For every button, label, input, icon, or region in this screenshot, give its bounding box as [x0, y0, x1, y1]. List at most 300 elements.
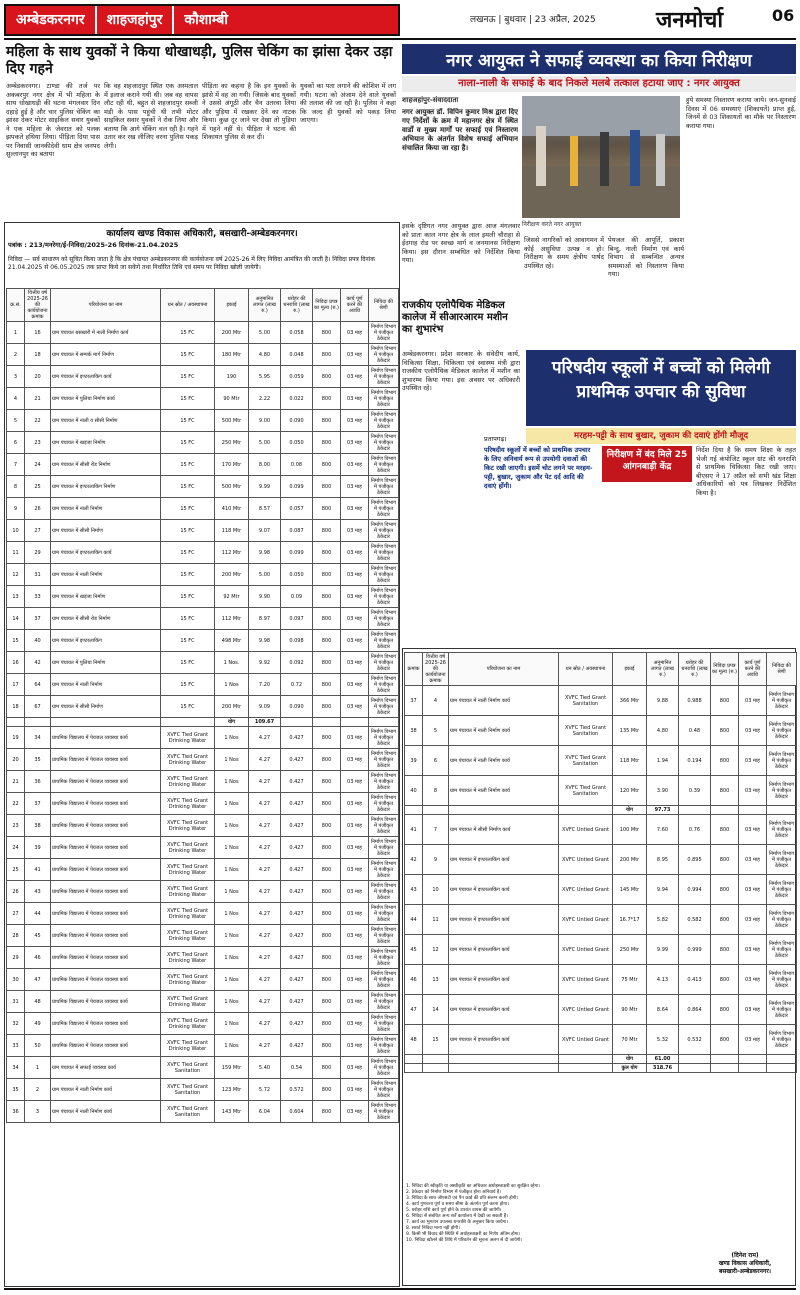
table-row [7, 969, 399, 991]
table-cell: 7.60 [647, 815, 679, 845]
table-cell: 200 Mtr [215, 564, 249, 586]
table-cell: 03 माह [341, 859, 369, 881]
table-cell: 67 [25, 696, 51, 718]
table-cell: 15 [7, 630, 25, 652]
table-cell: 7 [7, 454, 25, 476]
table-cell: 17 [7, 674, 25, 696]
table-cell [711, 1064, 739, 1073]
table-cell: प्राथमिक विद्यालय में पेयजल व्यवस्था कार्य [51, 925, 161, 947]
table-cell: XVFC Untied Grant [559, 845, 613, 875]
table-header-cell: परियोजना का नाम [449, 653, 559, 686]
table-cell: ग्राम पंचायत में नाली व सीसी निर्माण [51, 410, 161, 432]
table-cell: 6 [423, 746, 449, 776]
table-cell [405, 1064, 423, 1073]
table-cell: 0.050 [281, 432, 313, 454]
table-cell: 03 माह [341, 903, 369, 925]
notice-condition-item: 5. धरोहर राशि कार्य पूर्ण होने के उपरांत वापस की जायेगी। [406, 1208, 502, 1213]
table-cell: निर्माण विभाग में पंजीकृत ठेकेदार [369, 727, 399, 749]
tender-table-right-wrap [404, 652, 794, 1073]
table-cell: निर्माण विभाग में पंजीकृत ठेकेदार [369, 322, 399, 344]
table-cell: 15 FC [161, 564, 215, 586]
table-cell: निर्माण विभाग में पंजीकृत ठेकेदार [369, 969, 399, 991]
table-cell [449, 1055, 559, 1064]
table-cell: ग्राम पंचायत में सीसी निर्माण [51, 520, 161, 542]
table-cell: 15 FC [161, 410, 215, 432]
table-cell: 0.427 [281, 903, 313, 925]
table-cell: 15 FC [161, 344, 215, 366]
table-header-row [7, 289, 399, 322]
table-cell: 34 [7, 1057, 25, 1079]
table-cell: 23 [7, 815, 25, 837]
table-cell: 8.00 [249, 454, 281, 476]
table-cell: प्राथमिक विद्यालय में पेयजल व्यवस्था कार्य [51, 1013, 161, 1035]
table-cell: 15 FC [161, 476, 215, 498]
table-cell: निर्माण विभाग में पंजीकृत ठेकेदार [369, 410, 399, 432]
table-cell: 42 [25, 652, 51, 674]
table-cell: 800 [313, 793, 341, 815]
table-cell: 0.427 [281, 859, 313, 881]
story-left-col4: युवकों का पता लगाने की कोशिश में लग गयी। घटना को अंजाम देने वाले युवकों की तलाश की जा रही है। पुलिस ने कहा कि जल्द ही युवकों को पकड़ लिया जाएगा। [300, 82, 396, 124]
table-cell: ग्राम पंचायत में इण्टरलाकिंग [51, 630, 161, 652]
table-cell: ग्राम पंचायत में नाली निर्माण कार्य [51, 1101, 161, 1123]
table-cell: ग्राम पंचायत में नाली निर्माण [51, 564, 161, 586]
table-cell: 8 [423, 776, 449, 806]
table-cell: 0.092 [281, 652, 313, 674]
table-cell: XVFC Tied Grant Drinking Water [161, 1013, 215, 1035]
table-cell: 4.80 [249, 344, 281, 366]
table-cell: XVFC Tied Grant Sanitation [559, 686, 613, 716]
table-cell: 03 माह [341, 837, 369, 859]
table-cell: 03 माह [341, 991, 369, 1013]
notice-condition-item: 3. निविदा के साथ जीएसटी एवं पैन कार्ड की प्रति संलग्न करनी होगी। [406, 1196, 519, 1201]
table-cell: निर्माण विभाग में पंजीकृत ठेकेदार [767, 995, 797, 1025]
table-cell: XVFC Untied Grant [559, 905, 613, 935]
table-cell: 0.022 [281, 388, 313, 410]
table-cell: कुल योग [613, 1064, 647, 1073]
table-cell: निर्माण विभाग में पंजीकृत ठेकेदार [369, 925, 399, 947]
signature-name: (दिनेश राम) [731, 1252, 759, 1259]
table-row [7, 410, 399, 432]
table-cell: 1 Nos [215, 727, 249, 749]
table-cell: 45 [405, 935, 423, 965]
table-row [405, 845, 797, 875]
school-subhead: मरहम-पट्टी के साथ बुखार, जुकाम की दवाएं होंगी मौजूद [526, 428, 796, 444]
table-cell: 0.427 [281, 947, 313, 969]
table-cell: 4 [7, 388, 25, 410]
table-cell: 9.92 [249, 652, 281, 674]
table-cell: 0.427 [281, 749, 313, 771]
table-header-cell: धन स्रोत / अवस्थापना [161, 289, 215, 322]
table-cell: 0.572 [281, 1079, 313, 1101]
table-cell: 03 माह [341, 564, 369, 586]
table-cell: निर्माण विभाग में पंजीकृत ठेकेदार [369, 630, 399, 652]
table-header-cell: क्रमांक [405, 653, 423, 686]
table-cell: 200 Mtr [215, 322, 249, 344]
table-cell: निर्माण विभाग में पंजीकृत ठेकेदार [369, 498, 399, 520]
table-header-cell: इकाई [215, 289, 249, 322]
table-cell [313, 718, 341, 727]
table-cell: प्राथमिक विद्यालय में पेयजल व्यवस्था कार्य [51, 969, 161, 991]
table-cell: 92 Mtr [215, 586, 249, 608]
table-cell: 15 FC [161, 696, 215, 718]
table-cell: 1 Nos [215, 881, 249, 903]
table-cell: ग्राम पंचायत में इण्टरलाकिंग कार्य [449, 935, 559, 965]
table-header-cell: कार्य पूर्ण करने की अवधि [341, 289, 369, 322]
table-row [405, 776, 797, 806]
table-cell: 15 FC [161, 542, 215, 564]
table-cell: 0.999 [679, 935, 711, 965]
headline-right: नगर आयुक्त ने सफाई व्यवस्था का किया निरीक्षण [402, 44, 796, 74]
table-cell: 35 [25, 749, 51, 771]
table-header-cell: निविदा प्रपत्र का मूल्य (रु.) [711, 653, 739, 686]
table-total-row [405, 806, 797, 815]
table-row [7, 630, 399, 652]
table-cell: 0.427 [281, 969, 313, 991]
notice-condition-item: 4. कार्य गुणवत्ता पूर्ण व समय सीमा के अंतर्गत पूर्ण करना होगा। [406, 1202, 509, 1207]
table-cell: 03 माह [341, 322, 369, 344]
table-cell: XVFC Tied Grant Drinking Water [161, 793, 215, 815]
table-cell: प्राथमिक विद्यालय में पेयजल व्यवस्था कार्य [51, 793, 161, 815]
table-cell: 0.09 [281, 586, 313, 608]
table-cell: 9.90 [249, 586, 281, 608]
table-cell: निर्माण विभाग में पंजीकृत ठेकेदार [369, 586, 399, 608]
table-cell: निर्माण विभाग में पंजीकृत ठेकेदार [767, 776, 797, 806]
table-cell: निर्माण विभाग में पंजीकृत ठेकेदार [369, 608, 399, 630]
table-cell: 800 [313, 837, 341, 859]
table-cell [559, 1055, 613, 1064]
table-cell: 366 Mtr [613, 686, 647, 716]
table-cell: 800 [313, 696, 341, 718]
table-header-cell: कार्य पूर्ण करने की अवधि [739, 653, 767, 686]
table-cell: 800 [313, 564, 341, 586]
table-cell: 4.27 [249, 771, 281, 793]
table-cell: 39 [405, 746, 423, 776]
table-cell: 4.27 [249, 947, 281, 969]
notice-conditions [406, 1184, 792, 1244]
table-cell: 0.058 [281, 322, 313, 344]
table-cell: 70 Mtr [613, 1025, 647, 1055]
notice-ref: पत्रांक : 213/मनरेगा/ई-निविदा/2025-26 दिनांक-21.04.2025 [8, 241, 179, 249]
table-header-cell: धन स्रोत / अवस्थापना [559, 653, 613, 686]
table-cell: 0.427 [281, 815, 313, 837]
table-cell: ग्राम पंचायत में इण्टरलाकिंग कार्य [449, 875, 559, 905]
table-cell: प्राथमिक विद्यालय में पेयजल व्यवस्था कार्य [51, 881, 161, 903]
table-cell: 1 Nos [215, 947, 249, 969]
table-total-row [405, 1055, 797, 1064]
notice-condition-item: 6. निविदा से संबंधित अन्य शर्तें कार्यालय में देखी जा सकती हैं। [406, 1214, 508, 1219]
table-cell: XVFC Tied Grant Sanitation [161, 1101, 215, 1123]
table-cell: ग्राम पंचायत में नाली निर्माण कार्य [449, 746, 559, 776]
table-cell: 800 [313, 432, 341, 454]
table-cell [559, 1064, 613, 1073]
table-cell: XVFC Tied Grant Drinking Water [161, 749, 215, 771]
table-cell: 1 Nos [215, 837, 249, 859]
table-cell: निर्माण विभाग में पंजीकृत ठेकेदार [767, 965, 797, 995]
table-cell: निर्माण विभाग में पंजीकृत ठेकेदार [369, 366, 399, 388]
table-row [7, 366, 399, 388]
table-cell: 123 Mtr [215, 1079, 249, 1101]
section-header [4, 4, 400, 36]
table-cell: निर्माण विभाग में पंजीकृत ठेकेदार [767, 905, 797, 935]
table-cell: निर्माण विभाग में पंजीकृत ठेकेदार [767, 935, 797, 965]
table-cell: XVFC Untied Grant [559, 935, 613, 965]
table-cell: निर्माण विभाग में पंजीकृत ठेकेदार [369, 520, 399, 542]
table-row [7, 1057, 399, 1079]
table-cell: निर्माण विभाग में पंजीकृत ठेकेदार [369, 652, 399, 674]
table-cell: निर्माण विभाग में पंजीकृत ठेकेदार [369, 696, 399, 718]
table-cell: 800 [711, 875, 739, 905]
story-right-lead: नगर आयुक्त डॉ. विपिन कुमार मिश्र द्वारा दिए गए निर्देशों के क्रम में महानगर क्षेत्र में स्थित वार्डों व मुख्य मार्गों पर सफाई एवं निस्तारण अभियान के अंतर्गत विशेष सफाई अभियान संचालित किया जा रहा है। [402, 108, 518, 152]
table-cell: 03 माह [341, 1057, 369, 1079]
table-cell: 21 [7, 771, 25, 793]
table-row [7, 322, 399, 344]
table-cell: 4.27 [249, 1013, 281, 1035]
notice-intro: निविदा — सर्व साधारण को सूचित किया जाता है कि क्षेत्र पंचायत अम्बेडकरनगर की कार्ययोजना वर्ष 2025-26 में लिए निविदा आमंत्रित की जाती है। निविदा प्रपत्र दिनांक 21.04.2025 से 06.05.2025 तक प्राप्त किये जा सकेंगे तथा निर्धारित तिथि एवं समय पर निविदा खोली जायेगी। [8, 256, 375, 271]
table-cell: 6 [7, 432, 25, 454]
table-cell: 5.00 [249, 322, 281, 344]
table-cell [423, 1055, 449, 1064]
table-row [7, 388, 399, 410]
table-cell: 03 माह [341, 344, 369, 366]
table-cell: 800 [313, 454, 341, 476]
table-cell: 800 [313, 903, 341, 925]
table-cell: XVFC Untied Grant [559, 995, 613, 1025]
table-cell: 36 [7, 1101, 25, 1123]
table-header-cell: निविदा प्रपत्र का मूल्य (रु.) [313, 289, 341, 322]
table-cell [51, 718, 161, 727]
table-cell: 800 [313, 1057, 341, 1079]
table-cell: XVFC Untied Grant [559, 815, 613, 845]
table-header-cell: निविदा की श्रेणी [767, 653, 797, 686]
table-cell: 20 [7, 749, 25, 771]
table-cell [341, 718, 369, 727]
signature-title: खण्ड विकास अधिकारी, [718, 1260, 772, 1267]
table-cell: 800 [313, 1035, 341, 1057]
table-cell: 15 FC [161, 608, 215, 630]
table-cell: 10 [7, 520, 25, 542]
table-cell: 21 [25, 388, 51, 410]
table-cell [449, 806, 559, 815]
table-cell: 5.32 [647, 1025, 679, 1055]
table-cell: प्राथमिक विद्यालय में पेयजल व्यवस्था कार्य [51, 837, 161, 859]
table-cell: 800 [711, 995, 739, 1025]
table-cell: निर्माण विभाग में पंजीकृत ठेकेदार [369, 815, 399, 837]
table-cell: निर्माण विभाग में पंजीकृत ठेकेदार [369, 991, 399, 1013]
table-cell: XVFC Tied Grant Drinking Water [161, 969, 215, 991]
table-cell: 41 [25, 859, 51, 881]
table-cell: 03 माह [341, 542, 369, 564]
table-row [405, 815, 797, 845]
table-cell: 28 [7, 925, 25, 947]
table-cell: 0.54 [281, 1057, 313, 1079]
table-cell: 4 [423, 686, 449, 716]
table-cell: 0.76 [679, 815, 711, 845]
table-cell: 47 [25, 969, 51, 991]
table-row [405, 686, 797, 716]
table-cell: प्राथमिक विद्यालय में पेयजल व्यवस्था कार्य [51, 903, 161, 925]
table-cell: 800 [313, 498, 341, 520]
table-cell: निर्माण विभाग में पंजीकृत ठेकेदार [767, 716, 797, 746]
table-cell: ग्राम पंचायत में सीसी निर्माण [51, 696, 161, 718]
table-cell: 800 [313, 674, 341, 696]
table-cell: 48 [25, 991, 51, 1013]
table-cell: 800 [313, 344, 341, 366]
table-cell: 03 माह [341, 969, 369, 991]
story-right-col2: जिससे नागरिकों को आवागमन में कोई असुविधा उत्पन्न न हो। निरीक्षण के समय क्षेत्रीय पार्षद उपस्थित रहे। [524, 236, 604, 270]
table-cell: 5 [423, 716, 449, 746]
table-cell: 14 [7, 608, 25, 630]
story-right-col3: पेयजल की आपूर्ति, प्रकाश बिन्दु, नाली निर्माण एवं कार्य विभाग से सम्बन्धित अन्यत्र समस्याओं को निस्तारण किया गया। [608, 236, 684, 278]
table-cell: 0.087 [281, 520, 313, 542]
table-cell: 03 माह [739, 815, 767, 845]
table-header-cell: धरोहर की धनराशि (लाख रु.) [679, 653, 711, 686]
table-cell: निर्माण विभाग में पंजीकृत ठेकेदार [369, 903, 399, 925]
table-cell: 4.27 [249, 925, 281, 947]
table-cell: 25 [7, 859, 25, 881]
table-cell: 0.427 [281, 991, 313, 1013]
table-cell: ग्राम पंचायत में नाली निर्माण कार्य [449, 716, 559, 746]
table-cell: निर्माण विभाग में पंजीकृत ठेकेदार [369, 1035, 399, 1057]
table-cell: निर्माण विभाग में पंजीकृत ठेकेदार [369, 859, 399, 881]
table-cell: 800 [313, 727, 341, 749]
table-cell: 4.27 [249, 815, 281, 837]
table-cell: 9.98 [249, 542, 281, 564]
table-header-cell: क्र.सं. [7, 289, 25, 322]
section-label-2: शाहजहांपुर [97, 6, 175, 34]
table-cell: 03 माह [341, 815, 369, 837]
table-cell: निर्माण विभाग में पंजीकृत ठेकेदार [767, 686, 797, 716]
story-left-col2: कि वह शहजादपुर स्थित एक अस्पताल में इलाज कराने गयी थी। जब वह वापस लौट रही थी, बहुत से शहजादपुर सब्जी मंडी के पास पहुंची थी तभी मोटर साइकिल सवार युवकों ने रोक लिया और बताया कि आगे चेकिंग चल रही है। गहने उतार कर रख लीजिए वरना पुलिस पकड़ लेगी। [104, 82, 198, 150]
table-cell: 1 Nos [215, 903, 249, 925]
table-row [7, 696, 399, 718]
table-cell: ग्राम पंचायत में इण्टरलाकिंग कार्य [449, 905, 559, 935]
table-cell: XVFC Tied Grant Sanitation [161, 1057, 215, 1079]
table-cell: 35 [7, 1079, 25, 1101]
table-row [7, 1079, 399, 1101]
table-cell [739, 806, 767, 815]
table-cell: 4.27 [249, 749, 281, 771]
table-cell: 5.72 [249, 1079, 281, 1101]
table-cell: 5.82 [647, 905, 679, 935]
table-cell: 5.00 [249, 564, 281, 586]
table-cell: ग्राम पंचायत में नाली निर्माण कार्य [449, 776, 559, 806]
table-cell: 0.427 [281, 727, 313, 749]
table-cell: 0.08 [281, 454, 313, 476]
table-cell: 31 [25, 564, 51, 586]
table-cell: 1 Nos [215, 815, 249, 837]
table-cell: 3 [7, 366, 25, 388]
table-cell: ग्राम पंचायत में नाली निर्माण [51, 674, 161, 696]
table-cell: निर्माण विभाग में पंजीकृत ठेकेदार [369, 1057, 399, 1079]
table-cell: 15 FC [161, 366, 215, 388]
table-cell: 39 [25, 837, 51, 859]
table-cell: 30 [7, 969, 25, 991]
table-cell: XVFC Untied Grant [559, 965, 613, 995]
table-cell: 15 FC [161, 652, 215, 674]
table-cell: 498 Mtr [215, 630, 249, 652]
table-cell: 4.80 [647, 716, 679, 746]
tender-table-right [404, 652, 797, 1073]
table-cell: 11 [423, 905, 449, 935]
notice-condition-item: 9. किसी भी विवाद की स्थिति में अधोहस्ताक्षरी का निर्णय अंतिम होगा। [406, 1232, 521, 1237]
table-cell: 03 माह [341, 476, 369, 498]
table-cell: 800 [313, 388, 341, 410]
table-row [7, 608, 399, 630]
table-cell: 24 [7, 837, 25, 859]
table-cell: 15 FC [161, 454, 215, 476]
notice-signature [700, 1252, 790, 1276]
table-cell: 800 [313, 542, 341, 564]
table-cell: 43 [405, 875, 423, 905]
table-total-row [405, 1064, 797, 1073]
table-cell: 29 [25, 542, 51, 564]
table-row [7, 1035, 399, 1057]
table-cell [405, 1055, 423, 1064]
story-right-col4: हुये समस्या निस्तारण कराया जाये। जन-सुनवाई दिवस में 06 समस्याएं (शिकायतें) प्राप्त हुई, जिनमें से 03 शिकायतों का मौके पर निस्तारण कराया गया। [686, 96, 796, 130]
table-cell: 9.98 [249, 630, 281, 652]
table-cell: 31 [7, 991, 25, 1013]
table-cell: 0.427 [281, 1035, 313, 1057]
photo-caption: निरीक्षण करते नगर आयुक्त [522, 221, 582, 228]
table-cell: 97.73 [647, 806, 679, 815]
table-cell: 03 माह [341, 1079, 369, 1101]
table-cell: ग्राम पंचायत में सम्पर्क मार्ग निर्माण [51, 344, 161, 366]
table-cell: 15 FC [161, 388, 215, 410]
table-cell: 8 [7, 476, 25, 498]
table-cell: 0.427 [281, 837, 313, 859]
table-cell: 0.413 [679, 965, 711, 995]
table-cell: 800 [313, 969, 341, 991]
notice-condition-item: 2. ठेकेदार को निर्माण विभाग में पंजीकृत होना अनिवार्य है। [406, 1190, 502, 1195]
table-cell: ग्राम पंचायत में नाली निर्माण कार्य [449, 686, 559, 716]
table-cell: 1 Nos [215, 793, 249, 815]
table-cell: 03 माह [739, 776, 767, 806]
table-cell: 16 [7, 652, 25, 674]
table-cell: 500 Mtr [215, 476, 249, 498]
table-cell: XVFC Tied Grant Drinking Water [161, 925, 215, 947]
table-cell: XVFC Tied Grant Drinking Water [161, 771, 215, 793]
table-header-cell: धरोहर की धनराशि (लाख रु.) [281, 289, 313, 322]
table-cell: ग्राम पंचायत में इण्टरलाकिंग कार्य [449, 845, 559, 875]
table-cell: 90 Mtr [215, 388, 249, 410]
table-cell: 800 [313, 925, 341, 947]
table-cell: 12 [7, 564, 25, 586]
table-cell: 03 माह [739, 1025, 767, 1055]
table-header-cell: अनुमानित लागत (लाख रु.) [647, 653, 679, 686]
table-cell: 1 Nos [215, 925, 249, 947]
table-cell: 03 माह [341, 749, 369, 771]
table-row [405, 905, 797, 935]
table-cell: 03 माह [739, 686, 767, 716]
table-cell: 03 माह [739, 995, 767, 1025]
table-cell: 800 [313, 652, 341, 674]
table-cell: 03 माह [341, 388, 369, 410]
table-header-cell: निविदा की श्रेणी [369, 289, 399, 322]
table-cell: 800 [711, 905, 739, 935]
notice-condition-item: 1. निविदा की स्वीकृति या अस्वीकृति का अधिकार अधोहस्ताक्षरी का सुरक्षित रहेगा। [406, 1184, 540, 1189]
table-cell: निर्माण विभाग में पंजीकृत ठेकेदार [369, 454, 399, 476]
table-cell: निर्माण विभाग में पंजीकृत ठेकेदार [767, 845, 797, 875]
table-cell: निर्माण विभाग में पंजीकृत ठेकेदार [369, 881, 399, 903]
table-cell: 0.098 [281, 630, 313, 652]
header-rule [4, 38, 796, 40]
table-cell: 22 [7, 793, 25, 815]
table-cell: XVFC Tied Grant Sanitation [559, 776, 613, 806]
table-row [7, 520, 399, 542]
notice-condition-item: 10. निविदा खोलने की तिथि में परिवर्तन की सूचना अलग से दी जायेगी। [406, 1238, 523, 1243]
table-cell: 46 [405, 965, 423, 995]
story-right-dateline: शाहजहांपुर-संवाददाता [402, 96, 459, 104]
